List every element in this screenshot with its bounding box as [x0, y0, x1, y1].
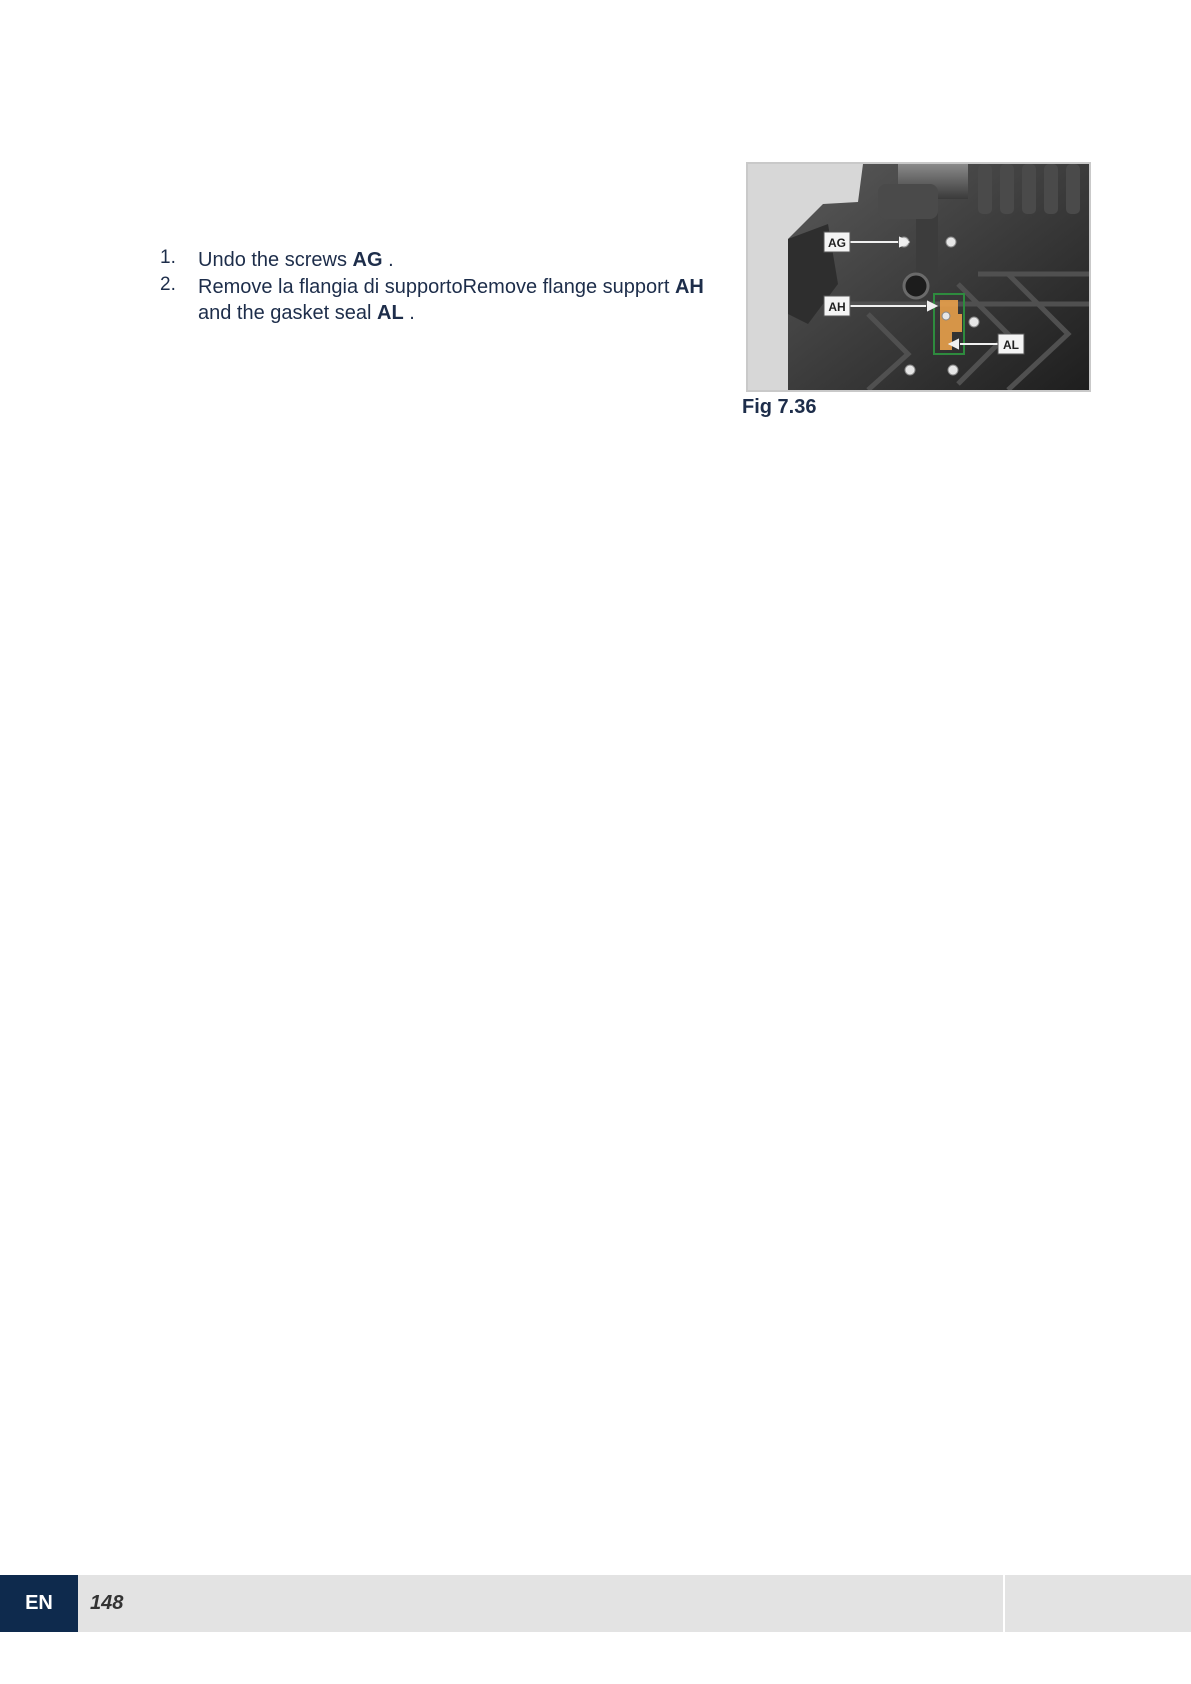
- footer-divider: [1003, 1575, 1005, 1632]
- figure-caption: Fig 7.36: [742, 396, 817, 418]
- svg-text:AL: AL: [1003, 338, 1019, 352]
- engine-illustration: [748, 164, 1089, 390]
- step-text: Undo the screws: [198, 249, 353, 271]
- page-footer: [0, 1575, 1191, 1632]
- instruction-step-1: [150, 247, 715, 273]
- step-text: Remove la flangia di supportoRemove flange support: [198, 276, 675, 298]
- step-text-end: .: [382, 249, 394, 271]
- step-text-end: .: [403, 302, 415, 324]
- component-ref-ag: AG: [352, 249, 383, 271]
- language-badge: EN: [0, 1575, 78, 1632]
- component-ref-al: AL: [377, 302, 404, 324]
- svg-text:AG: AG: [828, 236, 846, 250]
- page-number: 148: [90, 1592, 124, 1614]
- component-ref-ah: AH: [674, 276, 704, 298]
- round-boss: [904, 274, 928, 298]
- step-text-middle: and the gasket seal: [198, 302, 378, 324]
- svg-text:AH: AH: [828, 300, 846, 314]
- callout-label-ah: [824, 296, 850, 316]
- step-number: 1.: [160, 247, 176, 268]
- callout-label-al: [998, 334, 1024, 354]
- engine-figure: [746, 162, 1091, 392]
- instruction-list: [150, 247, 715, 327]
- instruction-step-2: [150, 274, 715, 326]
- callout-label-ag: [824, 232, 850, 252]
- step-number: 2.: [160, 274, 176, 295]
